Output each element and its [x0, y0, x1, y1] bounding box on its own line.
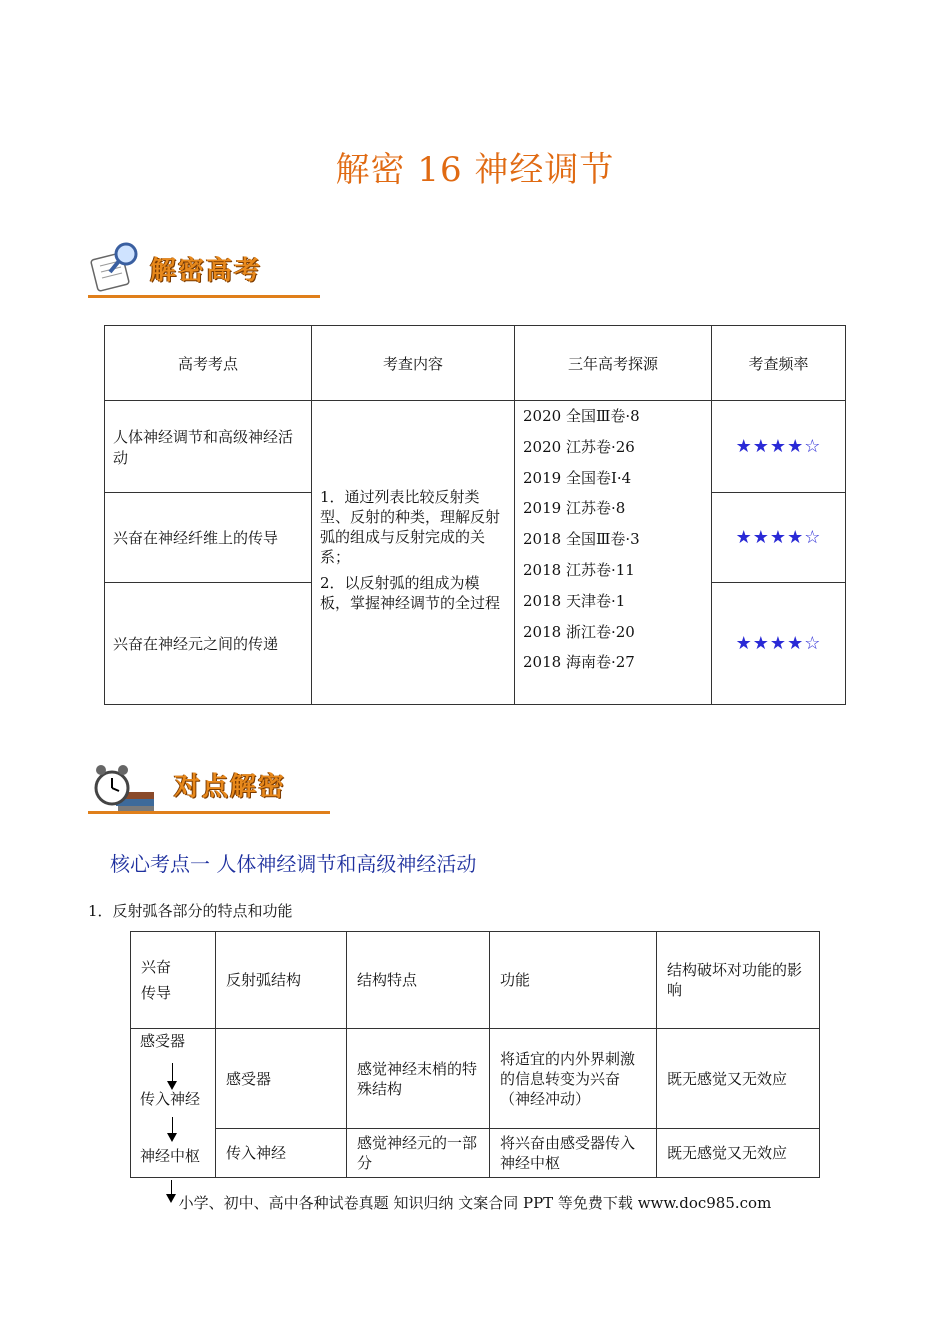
source-item: 2018 天津卷·1 [523, 591, 626, 610]
frequency-stars: ★★★★☆ [712, 401, 846, 493]
section-banner-duidian-jiemi [88, 756, 330, 814]
banner-underline [88, 295, 320, 298]
exam-sources-cell [515, 401, 712, 705]
source-item: 2018 江苏卷·11 [523, 560, 635, 579]
flow-arrowhead [167, 1133, 177, 1142]
table-cell: 将兴奋由感受器传入神经中枢 [490, 1129, 657, 1178]
table-row [105, 401, 846, 493]
banner-label: 对点解密 [174, 772, 287, 802]
banner-label: 解密高考 [150, 256, 263, 286]
source-item: 2020 江苏卷·26 [523, 437, 635, 456]
page-title: 解密 16 神经调节 [335, 150, 615, 190]
exam-point-cell: 兴奋在神经元之间的传递 [105, 583, 312, 705]
header-cell: 功能 [490, 932, 657, 1029]
footer-text: 小学、初中、高中各种试卷真题 知识归纳 文案合同 PPT 等免费下载 www.doc985.com [178, 1194, 772, 1212]
table-cell: 传入神经 [216, 1129, 347, 1178]
source-item: 2020 全国Ⅲ卷·8 [523, 407, 640, 425]
source-item: 2018 全国Ⅲ卷·3 [523, 530, 640, 549]
table-row [131, 1129, 820, 1178]
header-cell: 结构破坏对功能的影响 [657, 932, 820, 1029]
source-item: 2019 江苏卷·8 [523, 499, 626, 518]
table-header-row [131, 932, 820, 1029]
source-item: 2018 浙江卷·20 [523, 622, 635, 641]
table-cell: 既无感觉又无效应 [657, 1029, 820, 1129]
header-cell: 三年高考探源 [515, 326, 712, 401]
flow-step: 传入神经 [140, 1090, 201, 1108]
table-header-row [105, 326, 846, 401]
reflex-arc-table [130, 931, 820, 1178]
table-cell: 将适宜的内外界刺激的信息转变为兴奋（神经冲动） [490, 1029, 657, 1129]
exam-point-cell: 兴奋在神经纤维上的传导 [105, 493, 312, 583]
item-heading: 1．反射弧各部分的特点和功能 [88, 902, 293, 920]
table-cell: 既无感觉又无效应 [657, 1129, 820, 1178]
conduction-flow-cell [131, 1029, 216, 1178]
source-item: 2018 海南卷·27 [523, 653, 635, 672]
magnifier-notebook-icon [88, 240, 144, 294]
alarm-clock-books-icon [92, 756, 156, 814]
core-point-heading: 核心考点一 人体神经调节和高级神经活动 [110, 852, 477, 876]
banner-underline [88, 811, 330, 814]
content-item: 2．以反射弧的组成为模板，掌握神经调节的全过程 [320, 573, 501, 612]
table-cell: 感受器 [216, 1029, 347, 1129]
table-row [131, 1029, 820, 1129]
header-cell: 考查内容 [312, 326, 515, 401]
table-cell: 感觉神经元的一部分 [347, 1129, 490, 1178]
content-item: 1．通过列表比较反射类型、反射的种类，理解反射弧的组成与反射完成的关系； [320, 487, 501, 566]
exam-content-cell [312, 401, 515, 705]
table-cell: 感觉神经末梢的特殊结构 [347, 1029, 490, 1129]
header-cell: 考查频率 [712, 326, 846, 401]
flow-step: 感受器 [140, 1032, 186, 1050]
source-item: 2019 全国卷Ⅰ·4 [523, 468, 632, 487]
header-cell: 反射弧结构 [216, 932, 347, 1029]
header-cell: 高考考点 [105, 326, 312, 401]
header-cell: 结构特点 [347, 932, 490, 1029]
header-cell: 兴奋 传导 [131, 932, 216, 1029]
section-banner-jiemi-gaokao [88, 240, 320, 298]
flow-step: 神经中枢 [140, 1147, 201, 1165]
exam-table [104, 325, 846, 705]
frequency-stars: ★★★★☆ [712, 583, 846, 705]
frequency-stars: ★★★★☆ [712, 493, 846, 583]
exam-point-cell: 人体神经调节和高级神经活动 [105, 401, 312, 493]
